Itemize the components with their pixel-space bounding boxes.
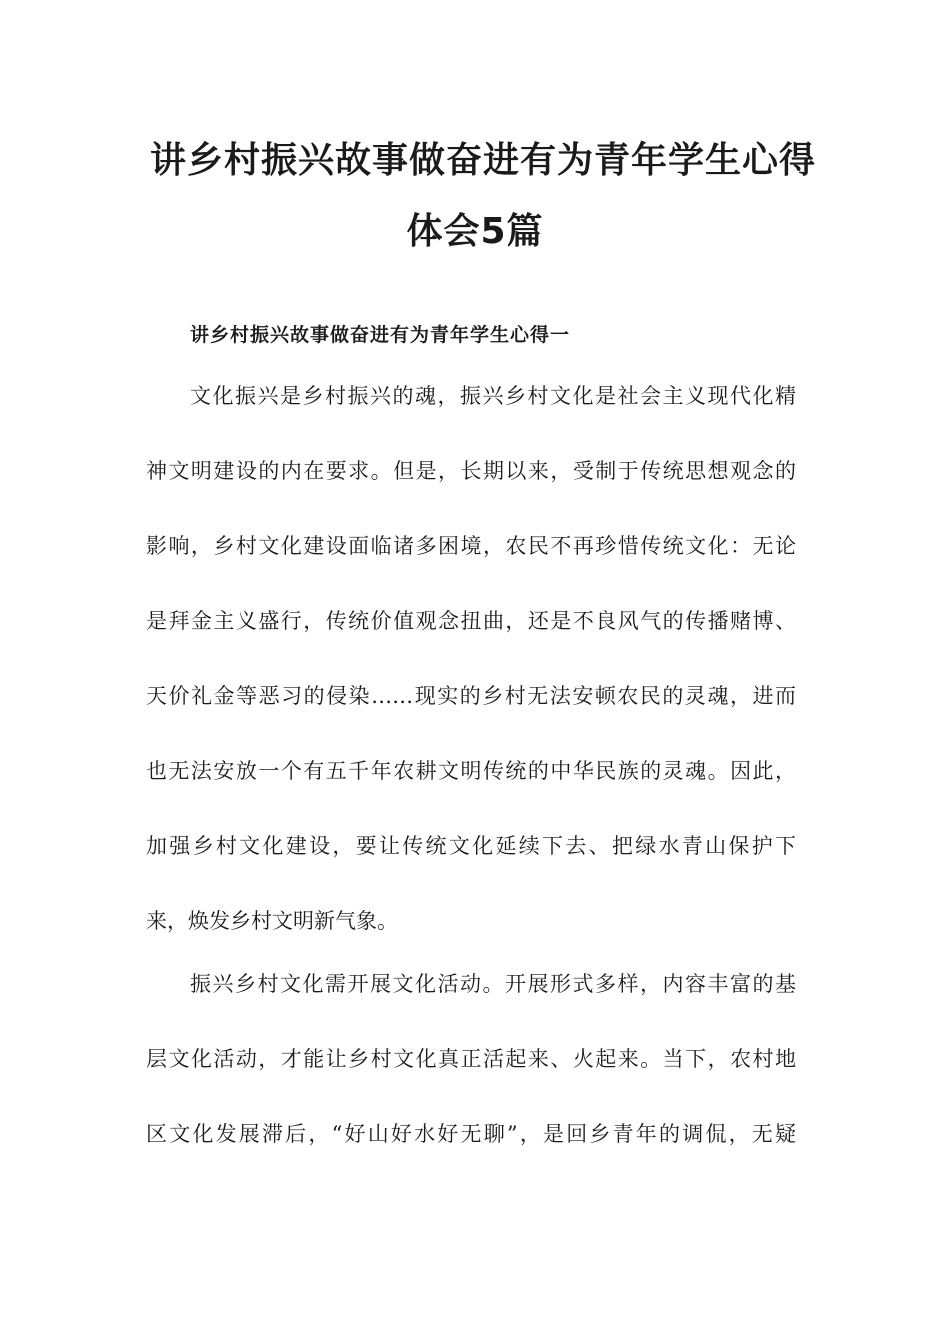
paragraph-1-line-3: 影响，乡村文化建设面临诸多困境，农民不再珍惜传统文化：无论 bbox=[146, 534, 796, 558]
paragraph-1-line-4: 是拜金主义盛行，传统价值观念扭曲，还是不良风气的传播赌博、 bbox=[146, 609, 796, 633]
paragraph-1-line-2: 神文明建设的内在要求。但是，长期以来，受制于传统思想观念的 bbox=[146, 459, 796, 483]
paragraph-2-line-1: 振兴乡村文化需开展文化活动。开展形式多样，内容丰富的基 bbox=[190, 972, 796, 996]
paragraph-2-line-2: 层文化活动，才能让乡村文化真正活起来、火起来。当下，农村地 bbox=[146, 1047, 796, 1071]
paragraph-1-line-5: 天价礼金等恶习的侵染……现实的乡村无法安顿农民的灵魂，进而 bbox=[146, 684, 796, 708]
paragraph-1-line-8: 来，焕发乡村文明新气象。 bbox=[146, 909, 398, 933]
paragraph-1-line-7: 加强乡村文化建设，要让传统文化延续下去、把绿水青山保护下 bbox=[146, 834, 796, 858]
paragraph-2-line-3: 区文化发展滞后，“好山好水好无聊”，是回乡青年的调侃，无疑 bbox=[146, 1122, 796, 1146]
document-title-line-2: 体会5篇 bbox=[406, 211, 544, 252]
paragraph-1-line-1: 文化振兴是乡村振兴的魂，振兴乡村文化是社会主义现代化精 bbox=[190, 384, 796, 408]
document-title-line-1: 讲乡村振兴故事做奋进有为青年学生心得 bbox=[150, 140, 817, 181]
section-heading: 讲乡村振兴故事做奋进有为青年学生心得一 bbox=[190, 324, 571, 346]
paragraph-1-line-6: 也无法安放一个有五千年农耕文明传统的中华民族的灵魂。因此， bbox=[146, 759, 796, 783]
